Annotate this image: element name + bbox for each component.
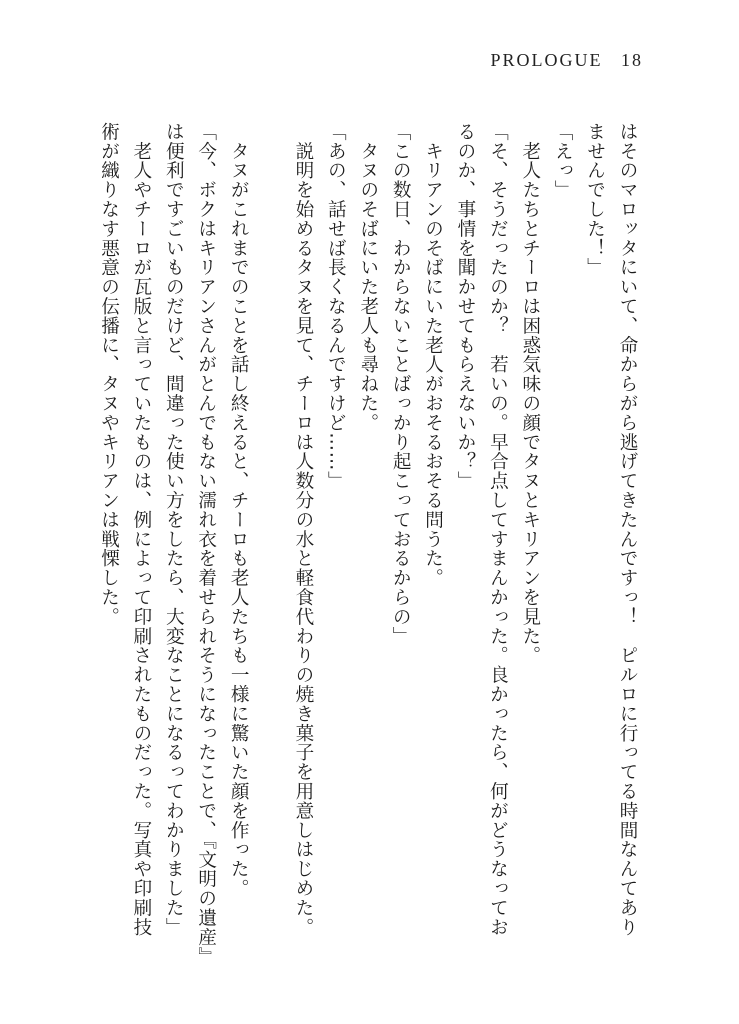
text-line: はそのマロッタにいて、命からがら逃げてきたんですっ！ ピルロに行ってる時間なんてあり bbox=[617, 122, 638, 937]
text-line: キリアンのそばにいた老人がおそるおそる問うた。 bbox=[422, 122, 444, 588]
text-line: 老人やチーロが瓦版と言っていたものは、例によって印刷されたものだった。写真や印刷技 bbox=[130, 122, 152, 937]
text-line: 老人たちとチーロは困惑気味の顔でタヌとキリアンを見た。 bbox=[519, 122, 541, 666]
text-line: 「この数日、わからないことばっかり起こっておるからの」 bbox=[390, 122, 412, 646]
running-header bbox=[490, 50, 643, 71]
text-line: タヌのそばにいた老人も尋ねた。 bbox=[357, 122, 379, 433]
vertical-body-text bbox=[83, 122, 643, 982]
text-line: るのか、事情を聞かせてもらえないか？」 bbox=[454, 122, 476, 491]
blank-line bbox=[254, 122, 286, 982]
text-line: 「そ、そうだったのか？ 若いの。早合点してすまんかった。良かったら、何がどうなってお bbox=[487, 122, 509, 937]
text-line: 「えっ」 bbox=[552, 122, 574, 200]
text-line: ませんでした！」 bbox=[584, 122, 606, 278]
chapter-title: PROLOGUE bbox=[490, 50, 603, 70]
text-line: 術が織りなす悪意の伝播に、タヌやキリアンは戦慄した。 bbox=[98, 122, 120, 627]
text-line: 「あの、話せば長くなるんですけど……」 bbox=[325, 122, 347, 491]
text-line: 説明を始めるタヌを見て、チーロは人数分の水と軽食代わりの焼き菓子を用意しはじめた。 bbox=[292, 122, 314, 937]
page-number: 18 bbox=[621, 50, 643, 70]
text-line: タヌがこれまでのことを話し終えると、チーロも老人たちも一様に驚いた顔を作った。 bbox=[228, 122, 250, 898]
text-line: 「今、ボクはキリアンさんがとんでもない濡れ衣を着せられそうになったことで、『文明の遺産』 bbox=[195, 122, 217, 967]
text-line: は便利ですごいものだけど、間違った使い方をしたら、大変なことになるってわかりました」 bbox=[163, 122, 185, 937]
